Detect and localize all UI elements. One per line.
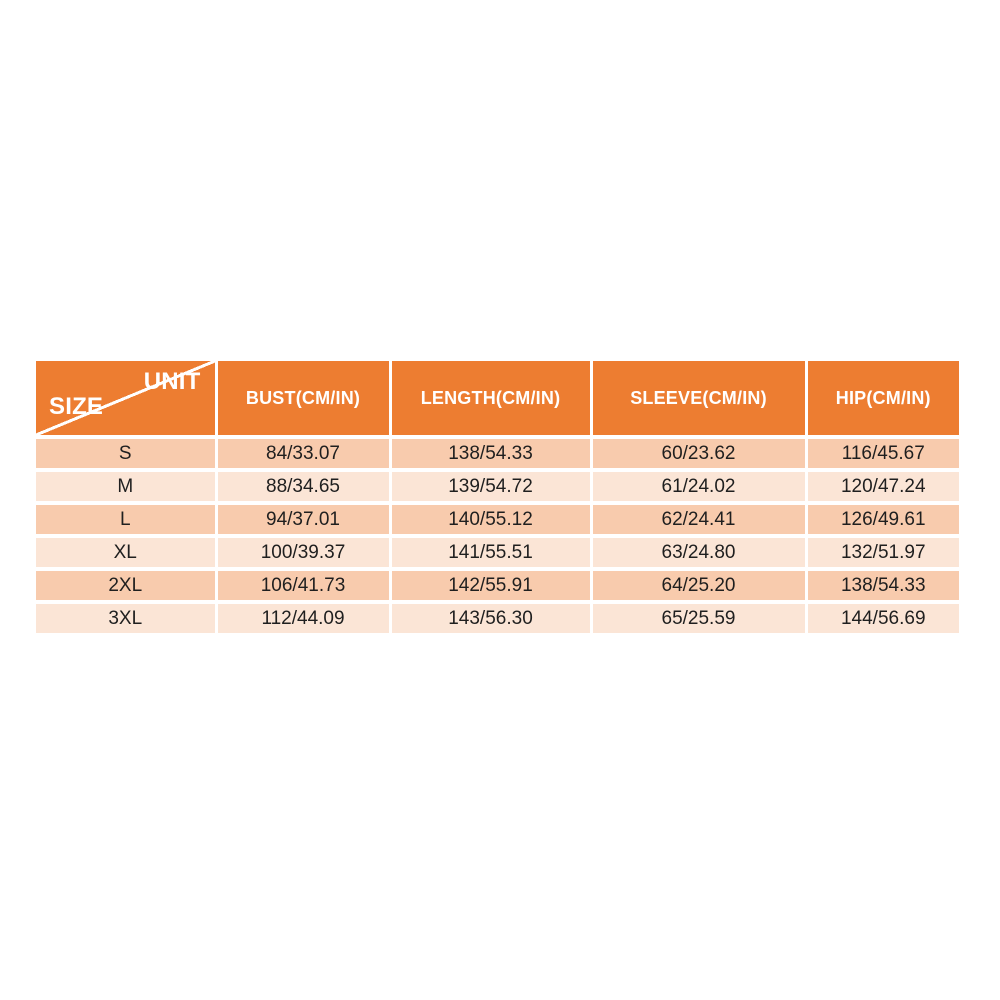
- table-row-s: [36, 437, 959, 470]
- table-cell: 126/49.61: [806, 503, 959, 536]
- table-cell: 65/25.59: [591, 602, 806, 633]
- column-header-sleeve: SLEEVE(CM/IN): [591, 361, 806, 437]
- table-cell: 64/25.20: [591, 569, 806, 602]
- column-header-bust: BUST(CM/IN): [216, 361, 390, 437]
- table-body: [36, 437, 959, 633]
- table-cell: 132/51.97: [806, 536, 959, 569]
- table-cell: 61/24.02: [591, 470, 806, 503]
- table-cell: 62/24.41: [591, 503, 806, 536]
- corner-unit-label: UNIT: [143, 368, 201, 395]
- table-cell: 84/33.07: [216, 437, 390, 470]
- size-cell: 2XL: [36, 569, 216, 602]
- table-cell: 120/47.24: [806, 470, 959, 503]
- size-cell: M: [36, 470, 216, 503]
- table-cell: 116/45.67: [806, 437, 959, 470]
- size-cell: L: [36, 503, 216, 536]
- table-cell: 140/55.12: [390, 503, 591, 536]
- column-header-hip: HIP(CM/IN): [806, 361, 959, 437]
- size-chart-table: [36, 361, 959, 633]
- table-cell: 142/55.91: [390, 569, 591, 602]
- table-cell: 144/56.69: [806, 602, 959, 633]
- table-cell: 138/54.33: [806, 569, 959, 602]
- table-cell: 106/41.73: [216, 569, 390, 602]
- table-cell: 139/54.72: [390, 470, 591, 503]
- table-cell: 141/55.51: [390, 536, 591, 569]
- corner-cell-unit-size: [36, 361, 216, 437]
- table-cell: 94/37.01: [216, 503, 390, 536]
- table-row-2xl: [36, 569, 959, 602]
- table-cell: 100/39.37: [216, 536, 390, 569]
- table-cell: 88/34.65: [216, 470, 390, 503]
- table-cell: 112/44.09: [216, 602, 390, 633]
- table-cell: 60/23.62: [591, 437, 806, 470]
- table-cell: 143/56.30: [390, 602, 591, 633]
- table-row-m: [36, 470, 959, 503]
- table-row-l: [36, 503, 959, 536]
- size-cell: S: [36, 437, 216, 470]
- table-header: [36, 361, 959, 437]
- column-header-length: LENGTH(CM/IN): [390, 361, 591, 437]
- table-cell: 138/54.33: [390, 437, 591, 470]
- header-row: [36, 361, 959, 437]
- table-row-3xl: [36, 602, 959, 633]
- table-row-xl: [36, 536, 959, 569]
- size-cell: XL: [36, 536, 216, 569]
- corner-size-label: SIZE: [49, 393, 104, 420]
- size-cell: 3XL: [36, 602, 216, 633]
- table-cell: 63/24.80: [591, 536, 806, 569]
